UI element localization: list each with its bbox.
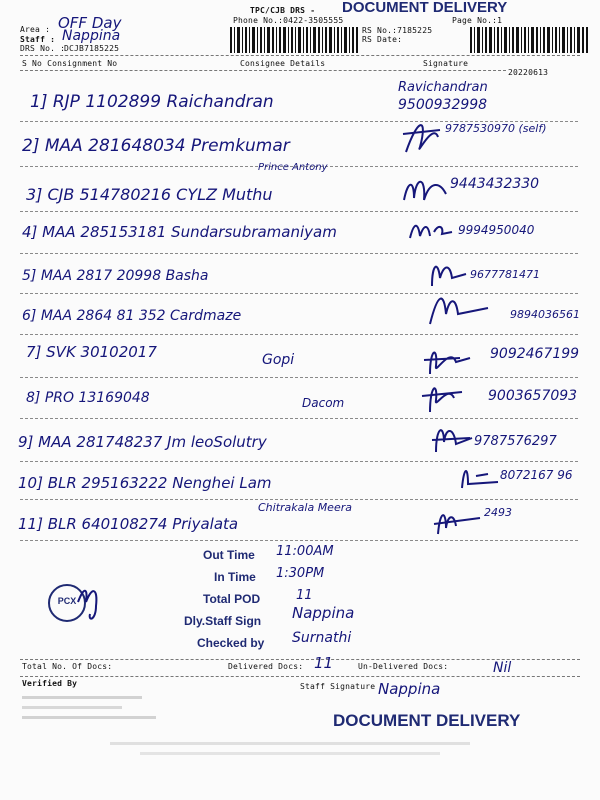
row-8-divider	[20, 418, 578, 419]
staff-signature-value: Nappina	[378, 680, 441, 698]
row-2-signature	[398, 112, 442, 162]
checked-by-label: Checked by	[197, 636, 265, 650]
staff-value: Nappina	[62, 28, 121, 44]
row-7-phone: 9092467199	[490, 346, 580, 362]
row-8-signature	[418, 378, 468, 414]
verified-by-label: Verified By	[22, 679, 78, 688]
row-9-signature	[430, 420, 476, 456]
row-11-receiver: Chitrakala Meera	[258, 501, 352, 514]
row-10-divider	[20, 499, 578, 500]
area-value: OFF Day	[58, 14, 122, 32]
faded-text-line	[22, 706, 122, 709]
row-8-entry: 8] PRO 13169048	[26, 390, 150, 406]
total-docs-label: Total No. Of Docs:	[22, 662, 113, 671]
row-6-divider	[20, 334, 578, 335]
faded-text-line	[22, 696, 142, 699]
row-4-divider	[20, 253, 578, 254]
faded-text-line	[22, 716, 156, 719]
row-10-signature	[458, 462, 504, 492]
row-11-signature	[432, 506, 482, 538]
row-3-receiver: Prince Antony	[258, 162, 328, 173]
faded-text-line	[140, 752, 440, 755]
total-pod-label: Total POD	[203, 592, 261, 606]
faded-text-line	[110, 742, 470, 745]
drs-barcode	[230, 27, 358, 53]
row-2-entry: 2] MAA 281648034 Premkumar	[22, 136, 290, 156]
col-sno-consignment: S No Consignment No	[22, 59, 118, 68]
header-divider-2	[20, 70, 506, 71]
row-10-phone: 8072167 96	[500, 468, 573, 482]
drs-title: TPC/CJB DRS -	[250, 6, 316, 15]
row-2-phone: 9787530970 (self)	[445, 122, 547, 135]
page-number: Page No.:1	[452, 16, 503, 25]
document-delivery-stamp-bottom: DOCUMENT DELIVERY	[333, 711, 521, 730]
in-time-label: In Time	[214, 570, 256, 584]
drs-no-value: DCJB7185225	[64, 44, 120, 53]
staff-sign-value: Nappina	[292, 604, 355, 622]
checked-by-value: Surnathi	[292, 630, 352, 646]
col-date: 20220613	[508, 68, 549, 77]
header-divider	[20, 55, 580, 56]
rs-number: RS No.:7185225	[362, 26, 433, 35]
row-5-entry: 5] MAA 2817 20998 Basha	[22, 268, 209, 284]
row-8-receiver: Dacom	[302, 396, 345, 410]
document-delivery-stamp-top: DOCUMENT DELIVERY	[342, 0, 508, 16]
row-1-entry: 1] RJP 1102899 Raichandran	[30, 92, 274, 112]
in-time-value: 1:30PM	[276, 566, 325, 581]
row-6-signature	[428, 288, 498, 328]
row-4-phone: 9994950040	[458, 223, 535, 237]
row-3-entry: 3] CJB 514780216 CYLZ Muthu	[26, 185, 273, 204]
row-5-phone: 9677781471	[470, 268, 540, 281]
undelivered-docs-value: Nil	[493, 660, 512, 676]
out-time-value: 11:00AM	[276, 544, 334, 559]
row-9-phone: 9787576297	[474, 434, 557, 449]
area-label: Area :	[20, 25, 51, 34]
row-1-phone: 9500932998	[398, 97, 488, 113]
row-4-signature	[408, 218, 456, 244]
phone-number: Phone No.:0422-3505555	[233, 16, 344, 25]
row-7-entry: 7] SVK 30102017	[26, 343, 157, 361]
row-9-entry: 9] MAA 281748237 Jm leoSolutry	[18, 433, 267, 451]
row-3-phone: 9443432330	[450, 176, 540, 192]
staff-signature-label: Staff Signature	[300, 682, 376, 691]
row-7-divider	[20, 377, 578, 378]
row-11-divider	[20, 540, 578, 541]
row-7-receiver: Gopi	[262, 352, 295, 368]
row-4-entry: 4] MAA 285153181 Sundarsubramaniyam	[22, 223, 337, 241]
col-signature: Signature	[423, 59, 469, 68]
row-11-entry: 11] BLR 640108274 Priyalata	[18, 515, 239, 533]
staff-label: Staff :	[20, 35, 56, 44]
col-consignee-details: Consignee Details	[240, 59, 326, 68]
rs-barcode	[470, 27, 588, 53]
pcx-signature	[74, 580, 118, 626]
delivered-docs-label: Delivered Docs:	[228, 662, 304, 671]
row-10-entry: 10] BLR 295163222 Nenghei Lam	[18, 474, 272, 492]
footer-divider-2	[20, 676, 580, 677]
row-8-phone: 9003657093	[488, 388, 578, 404]
row-5-signature	[426, 256, 470, 292]
rs-date: RS Date:	[362, 35, 403, 44]
drs-no-label: DRS No. :	[20, 44, 66, 53]
row-11-phone: 2493	[484, 506, 512, 519]
row-6-entry: 6] MAA 2864 81 352 Cardmaze	[22, 308, 242, 324]
pcx-stamp-text: PCX	[57, 596, 77, 606]
staff-sign-label: Dly.Staff Sign	[184, 614, 262, 628]
delivered-docs-value: 11	[314, 654, 334, 672]
undelivered-docs-label: Un-Delivered Docs:	[358, 662, 449, 671]
out-time-label: Out Time	[203, 548, 255, 562]
row-3-divider	[20, 211, 578, 212]
row-3-signature	[400, 170, 450, 210]
row-7-signature	[420, 342, 472, 378]
row-1-receiver: Ravichandran	[398, 80, 488, 95]
row-6-phone: 9894036561	[510, 308, 580, 321]
total-pod-value: 11	[296, 588, 313, 603]
